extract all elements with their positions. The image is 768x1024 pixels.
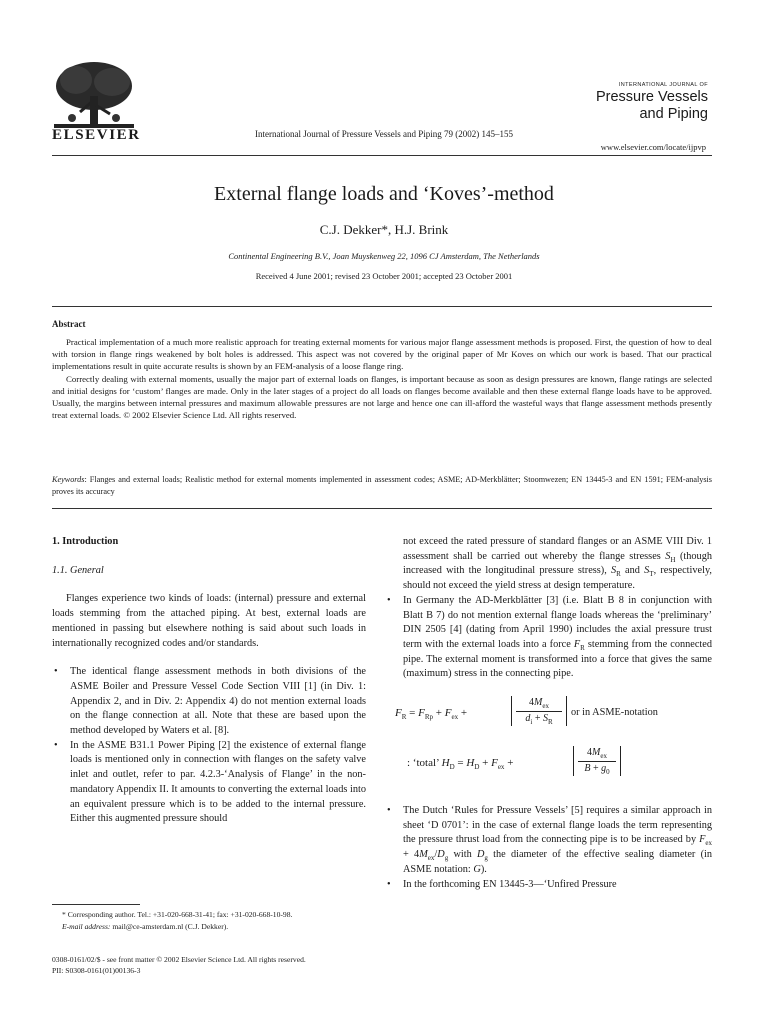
front-matter [52, 954, 306, 976]
footnote-rule [52, 904, 140, 905]
journal-logo-title: Pressure Vessels and Piping [595, 89, 708, 122]
list-item: • The identical flange assessment methods in both divisions of the ASME Boiler and Pressure Vessel Code Section VIII [1] (in Div. 1: Appendix 2, and in Div. 2: Appendix 4) do not mention external loads on the flange connection at all. Note that these are based upon the method developed by Waters et al. [8]. [54, 666, 366, 737]
abstract-paragraph: Correctly dealing with external moments, usually the major part of external loads on flanges, is important because as soon as design pressures are known, flange ratings are selected and initial designs for ‘custom’ flanges are made. Only in the later stages of a project do all loads on flanges become available and then these external flange loads have to be approved. Usually, the margins between internal pressures and maximum allowable pressures are not large and hence one can ill-afford the wasteful ways that flange assessment methods presently treat external loads. © 2002 Elsevier Science Ltd. All rights reserved. [52, 373, 712, 421]
keywords-text: : Flanges and external loads; Realistic method for external moments implemented in assessment codes; ASME; AD-Merkblätter; Stoomwezen; EN 13445-3 and EN 1591; FEM-analysis proves its accuracy [52, 475, 712, 496]
subsection-heading: 1.1. General [52, 564, 104, 576]
publisher-name: ELSEVIER [52, 127, 141, 143]
keywords-label: Keywords [52, 475, 85, 484]
list-item: • In the ASME B31.1 Power Piping [2] the existence of external flange loads is mentioned only in connection with flanges on the safety valve inlet and outlet, refer to par. 4.2.3-‘Analysis of Flange’ in the non-mandatory Appendix II. It amounts to converting the external loads into an equivalent pressure which is to be added to the internal pressure. Either this augmented pressure should [54, 739, 366, 825]
footnote-corresponding: * Corresponding author. Tel.: +31-020-668-31-41; fax: +31-020-668-10-98. [62, 910, 293, 919]
section-heading: 1. Introduction [52, 536, 119, 547]
title-rule [52, 306, 712, 307]
pii-line: PII: S0308-0161(01)00136-3 [52, 966, 141, 975]
list-item: • In the forthcoming EN 13445-3—‘Unfired Pressure [387, 878, 617, 890]
paragraph: Flanges experience two kinds of loads: (internal) pressure and external loads stemming from the attached piping. At best, external loads are mentioned in passing but elsewhere nothing is said about such loads in internationally recognized codes and/or standards. [52, 593, 366, 649]
journal-citation: International Journal of Pressure Vessels and Piping 79 (2002) 145–155 [254, 129, 514, 139]
footnote [52, 909, 366, 932]
abstract-heading: Abstract [52, 319, 86, 329]
journal-logo-small: INTERNATIONAL JOURNAL OF [618, 82, 708, 88]
list-item: • The Dutch ‘Rules for Pressure Vessels’ [5] requires a similar approach in sheet ‘D 0701’: in the case of external flange loads the term representing the pressure thrust load from the connecting pipe is to be increased by $F_{ex} + 4M_{ex}/D_g$ with $D_g$ the diameter of the effective sealing diameter (in ASME notation: G). [387, 805, 713, 875]
equation-1: $F_R = F_{Rp} + F_{ex}$ + $4M_{ex}$ $d_i + S_R$ or in ASME-notation [395, 697, 658, 726]
paper-title: External flange loads and ‘Koves’-method [214, 183, 554, 205]
list-item: • In Germany the AD-Merkblätter [3] (i.e. Blatt B 8 in conjunction with Blatt B 7) do not mention external flange loads whereas the ‘preliminary’ DIN 2505 [4] (dating from April 1990) includes the axial pressure trust term with the external loads into a force $F_R$ stemming from the connected pipe. The external moment is transformed into a force that gives the same (maximum) stress in the connecting pipe. [387, 594, 712, 680]
journal-logo [588, 82, 708, 123]
paper-affiliation: Continental Engineering B.V., Joan Muyskenweg 22, 1096 CJ Amsterdam, The Netherlands [228, 251, 540, 261]
abstract-rule [52, 508, 712, 509]
right-column [385, 535, 712, 892]
abstract-body [52, 336, 712, 421]
abstract-paragraph: Practical implementation of a much more realistic approach for treating external moments for various major flange assessment methods is proposed. First, the question of how to deal with torsion in flange rings weakened by bolt holes is addressed. This aspect was not covered by the original paper of Mr Koves on which our work is based. That our practical implementations result in quite accurate results is shown by an FEM-analysis of a loose flange ring. [52, 337, 712, 372]
left-column [52, 535, 366, 827]
paragraph-continuation: not exceed the rated pressure of standard flanges or an ASME VIII Div. 1 assessment shall be carried out whereby the flange stresses $S_H$ (though increased with the longitudinal pressure stress), $S_R$ and $S_T$, respectively, should not exceed the yield stress at design temperature. [403, 536, 713, 592]
equation-2: : ‘total’ $H_D = H_D + F_{ex}$ + $4M_{ex}$ $B + g_0$ [407, 746, 712, 780]
keywords [52, 474, 712, 498]
copyright-line: 0308-0161/02/$ - see front matter © 2002 Elsevier Science Ltd. All rights reserved. [52, 955, 306, 964]
journal-url[interactable]: www.elsevier.com/locate/ijpvp [600, 142, 706, 152]
header-rule [52, 155, 712, 156]
paper-authors: C.J. Dekker*, H.J. Brink [319, 222, 449, 237]
footnote-email: E-mail address: mail@ce-amsterdam.nl (C.J. Dekker). [62, 921, 229, 931]
paper-dates: Received 4 June 2001; revised 23 October 2001; accepted 23 October 2001 [255, 271, 513, 281]
